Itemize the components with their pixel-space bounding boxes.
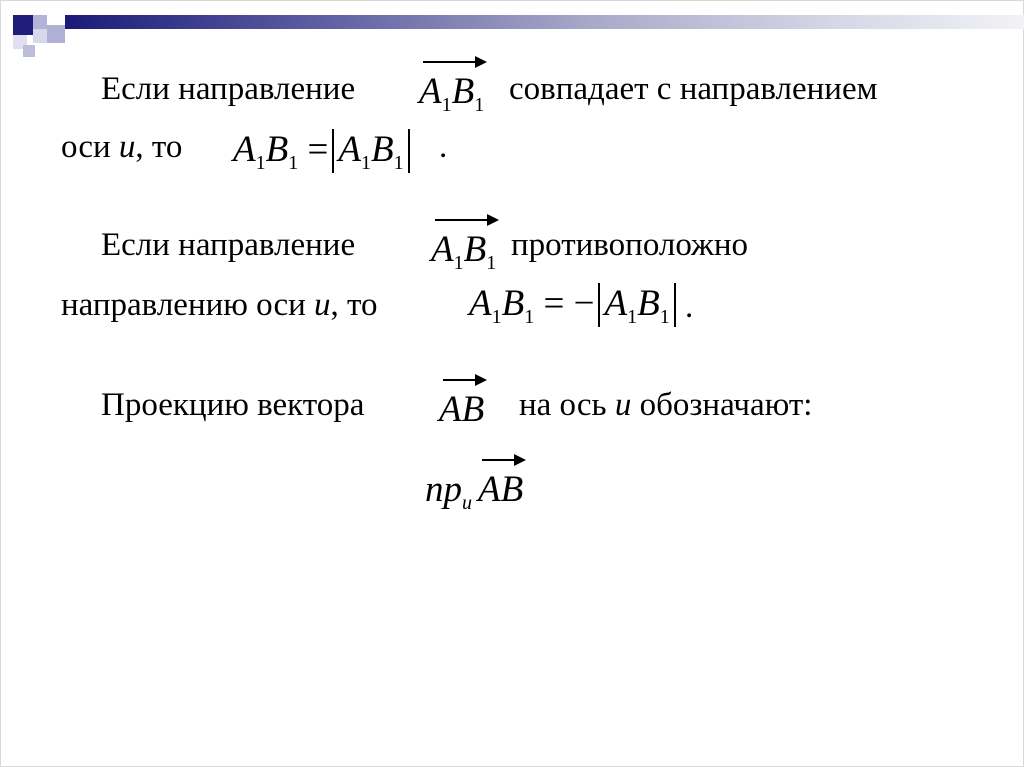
line5-text-start: Проекцию вектора — [101, 387, 365, 423]
line3-text-end: противоположно — [511, 227, 748, 263]
vector-a1b1-second: $A_1B_1$ — [431, 231, 496, 273]
corner-square — [33, 15, 47, 29]
line5-text-end: на ось u обозначают: — [519, 387, 813, 423]
equation-positive: $A_1B_1 = A_1B_1$ — [233, 129, 414, 173]
line4-text: направлению оси u, то — [61, 287, 378, 323]
line1-text-end: совпадает с направлением — [509, 71, 878, 107]
corner-square — [23, 45, 35, 57]
equation-negative: $A_1B_1$ = − $A_1B_1$ — [469, 283, 680, 327]
line1-text-start: Если направление — [101, 71, 356, 107]
corner-square — [47, 25, 65, 43]
corner-square — [13, 15, 33, 35]
vector-a1b1: $A_1B_1$ — [419, 73, 484, 115]
line4-dot: . — [685, 289, 694, 325]
projection-formula: $пр_u$ AB — [425, 471, 523, 513]
corner-square — [33, 29, 47, 43]
line3-text-start: Если направление — [101, 227, 356, 263]
vector-ab: AB — [439, 391, 484, 428]
line2-dot: . — [439, 129, 448, 165]
line2-text: оси u, то — [61, 129, 183, 165]
title-gradient-bar — [65, 15, 1024, 29]
